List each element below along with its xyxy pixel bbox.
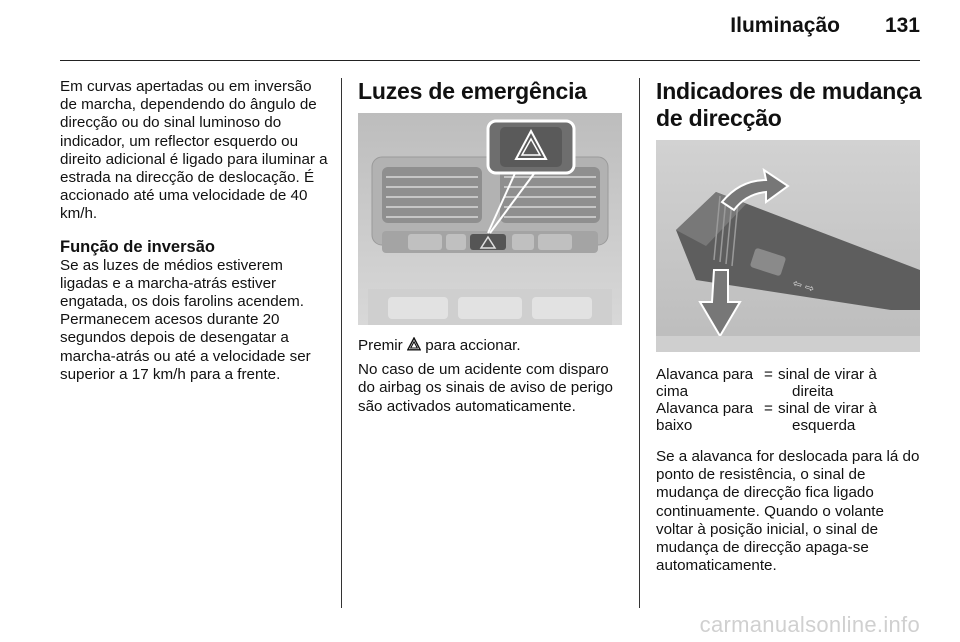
legend-def-line2: esquerda xyxy=(792,417,856,434)
reverse-function-paragraph: Se as luzes de médios estiverem ligadas e a marcha-atrás estiver engatada, os dois farolins acendem. Permanecem acesos durante 20 segundos depois de desengatar a marcha-atrás ou até a velocidade ser superior a 17 km/h para a frente. xyxy=(60,256,311,383)
watermark: carmanualsonline.info xyxy=(699,612,920,637)
legend-equals: = xyxy=(764,366,773,383)
legend-def-line2: direita xyxy=(792,383,834,400)
page-number: 131 xyxy=(884,14,920,37)
lever-paragraph: Se a alavanca for deslocada para lá do ponto de resistência, o sinal de mudança de direcção fica ligado continuamente. Quando o volante voltar à posição inicial, o sinal de mudança de direcção apaga-se automaticamente. xyxy=(656,448,920,575)
svg-text:⇦ ⇨: ⇦ ⇨ xyxy=(791,276,816,296)
legend-definition xyxy=(778,400,877,434)
legend-row-down xyxy=(656,400,877,434)
legend-definition xyxy=(778,366,877,400)
legend-term: Alavanca para baixo xyxy=(656,400,754,434)
lever-legend xyxy=(656,366,877,434)
legend-term: Alavanca para cima xyxy=(656,366,754,400)
legend-equals: = xyxy=(764,400,773,417)
turn-signal-lever-illustration xyxy=(656,140,920,352)
column-hazard-lights xyxy=(358,78,624,416)
press-before: Premir xyxy=(358,337,403,354)
press-instruction xyxy=(358,337,624,355)
column-divider-2 xyxy=(639,78,640,608)
hazard-warning-icon xyxy=(407,337,421,351)
column-lighting-continued xyxy=(60,78,332,384)
legend-def-line1: sinal de virar à xyxy=(778,400,877,417)
intro-paragraph: Em curvas apertadas ou em inversão de marcha, dependendo do ângulo de direcção ou do sinal luminoso do indicador, um reflector esquerdo ou direito adicional é ligado para iluminar a estrada na direcção de deslocação. É accionado até uma velocidade de 40 km/h. xyxy=(60,78,328,223)
hazard-lights-heading: Luzes de emergência xyxy=(358,78,587,104)
legend-row-up xyxy=(656,366,877,400)
page-header-title: Iluminação xyxy=(730,14,840,37)
airbag-paragraph: No caso de um acidente com disparo do airbag os sinais de aviso de perigo são activados automaticamente. xyxy=(358,361,613,415)
press-after: para accionar. xyxy=(425,337,521,354)
hazard-switch-illustration xyxy=(358,113,622,325)
column-divider-1 xyxy=(341,78,342,608)
reverse-function-heading: Função de inversão xyxy=(60,237,215,256)
header-rule xyxy=(60,60,920,61)
turn-signals-heading: Indicadores de mudança de direcção xyxy=(656,78,922,131)
column-turn-signals xyxy=(656,78,922,575)
legend-def-line1: sinal de virar à xyxy=(778,366,877,383)
